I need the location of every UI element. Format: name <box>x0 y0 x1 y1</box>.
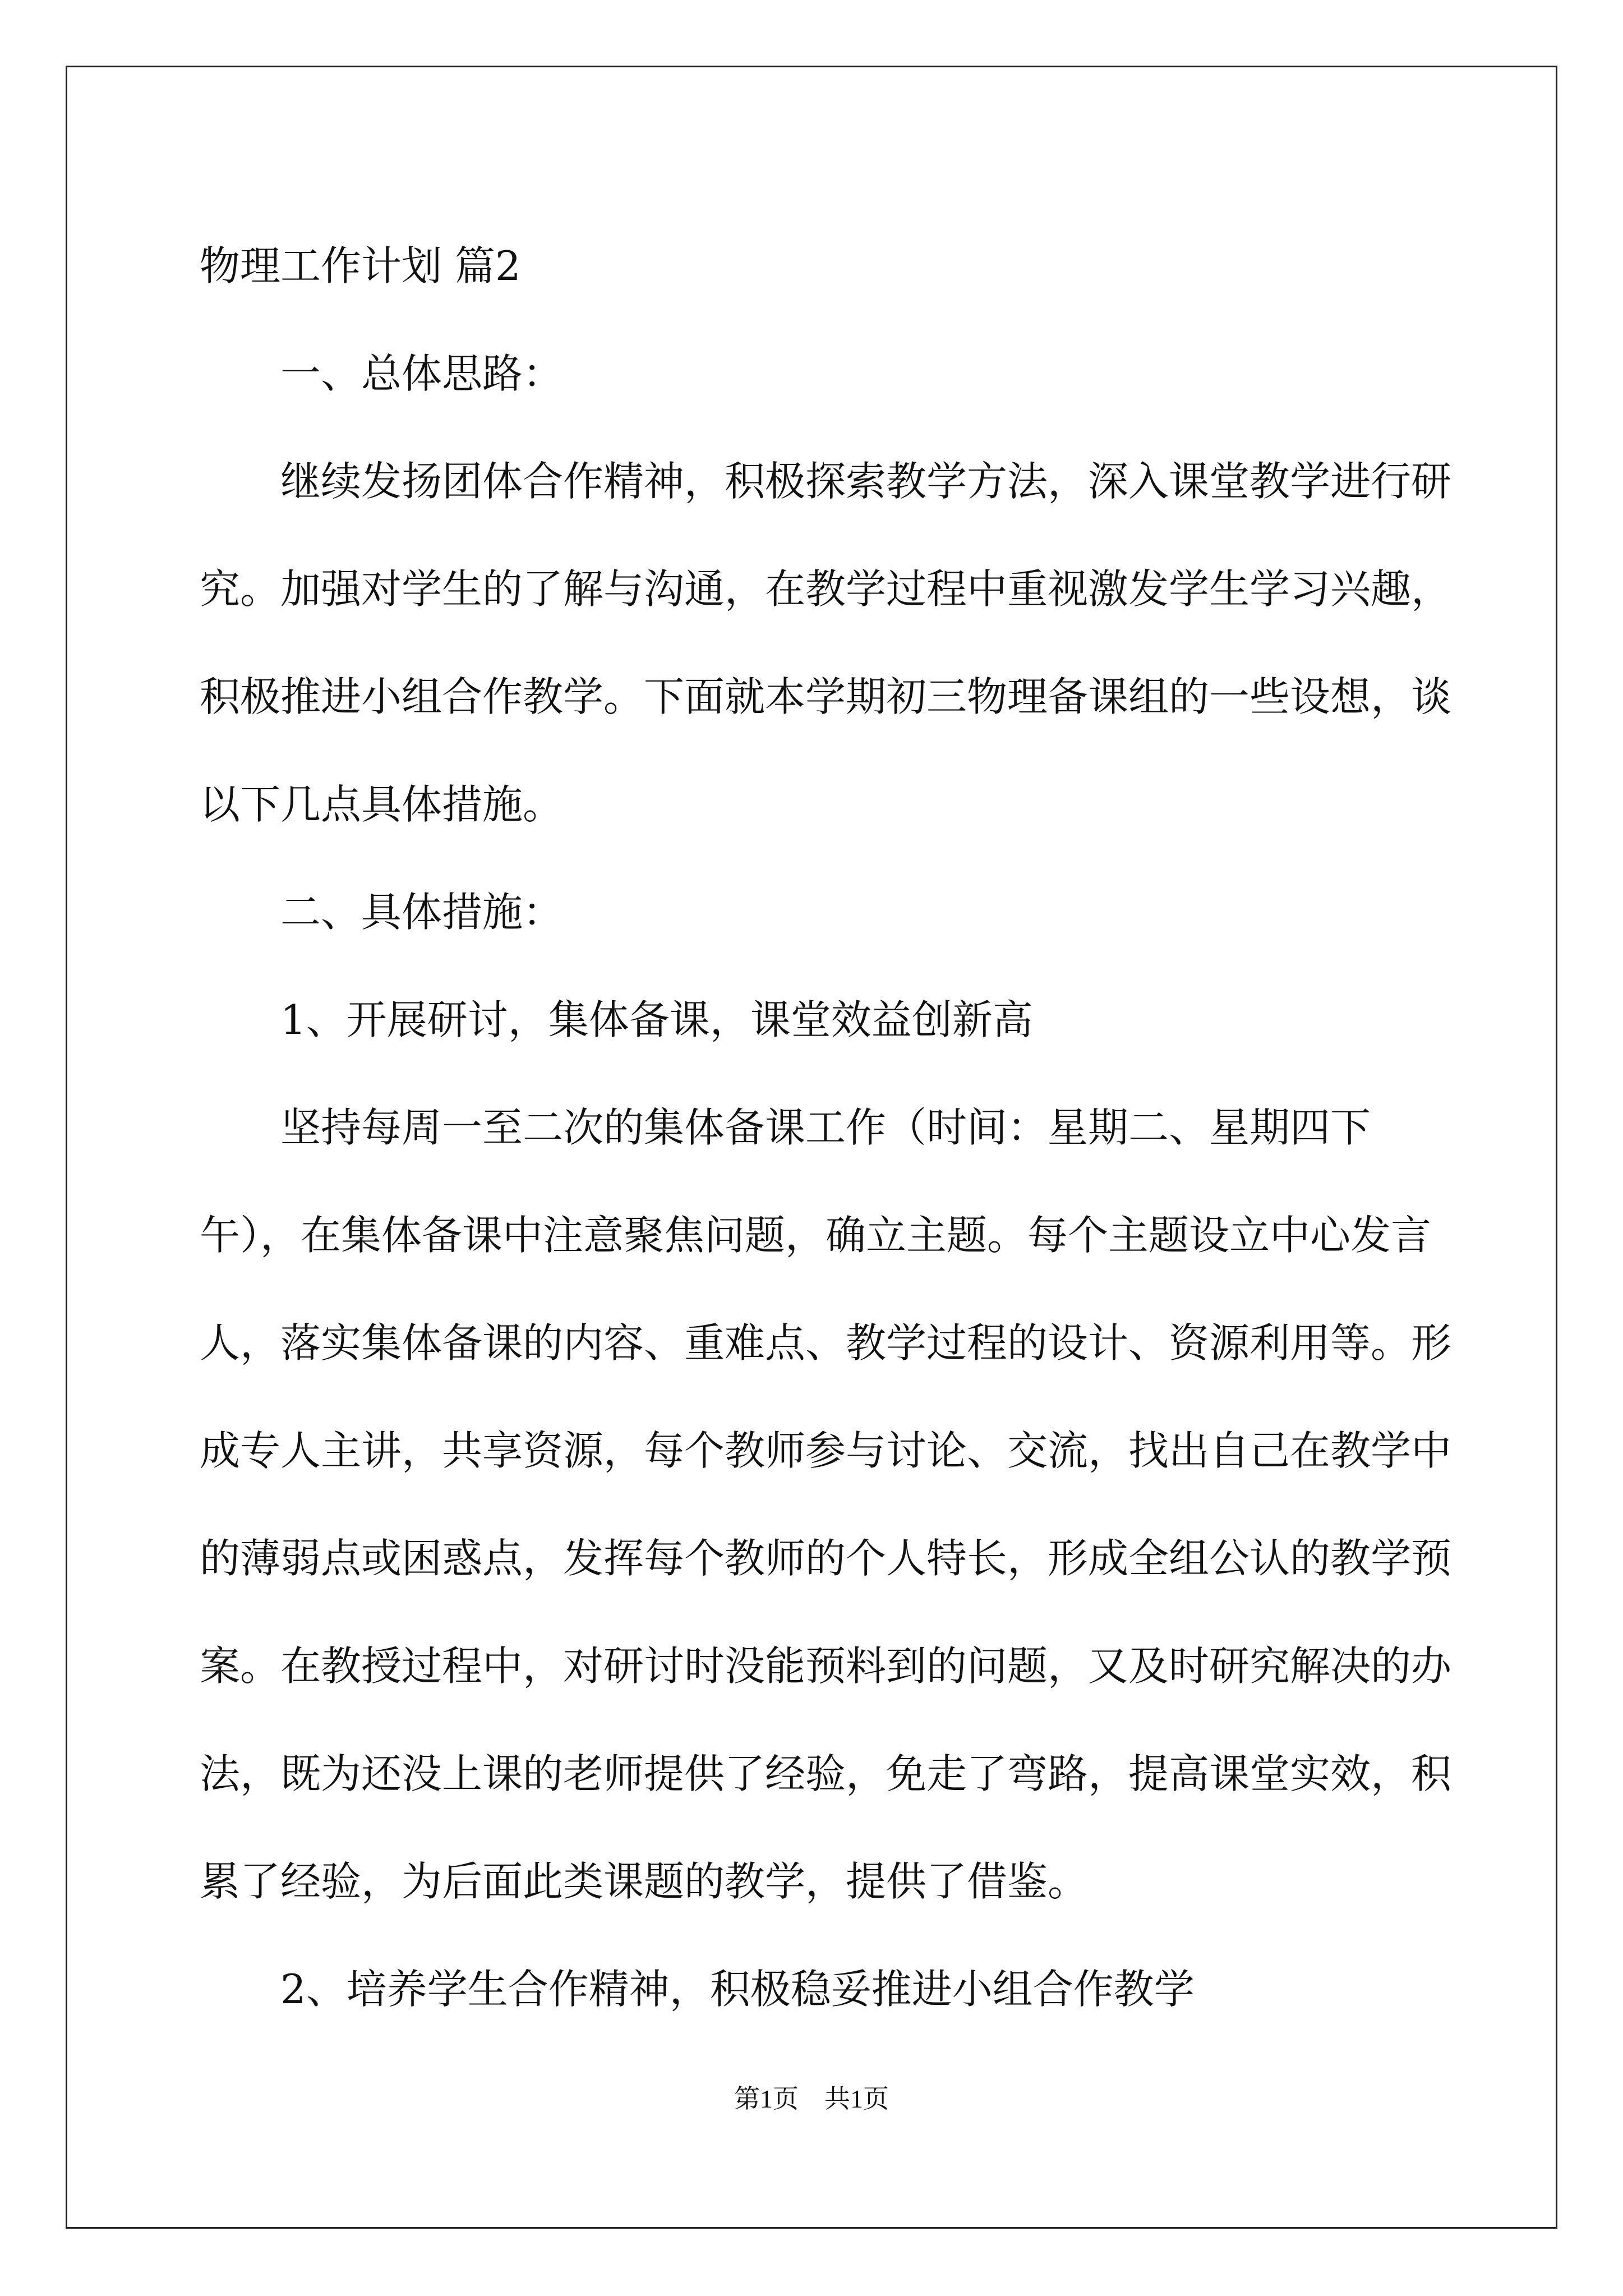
document-title: 物理工作计划 篇2 <box>200 242 521 289</box>
page-number: 第1页 共1页 <box>734 2085 889 2113</box>
subheading-measure-1: 1、开展研讨，集体备课，课堂效益创新高 <box>280 996 1033 1043</box>
section-heading-measures: 二、具体措施： <box>280 889 564 936</box>
paragraph-measure-1: 坚持每周一至二次的集体备课工作（时间：星期二、星期四下午），在集体备课中注意聚焦问题，确立主题。每个主题设立中心发言人，落实集体备课的内容、重难点、教学过程的设计、资源利用等。形成专人主讲，共享资源，每个教师参与讨论、交流，找出自己在教学中的薄弱点或困惑点，发挥每个教师的个人特长，形成全组公认的教学预案。在教授过程中，对研讨时没能预料到的问题，又及时研究解决的办法，既为还没上课的老师提供了经验，免走了弯路，提高课堂实效，积累了经验，为后面此类课题的教学，提供了借鉴。 <box>200 1104 1452 1905</box>
section-heading-overall: 一、总体思路： <box>280 350 564 397</box>
paragraph-overall-ideas: 继续发扬团体合作精神，积极探索教学方法，深入课堂教学进行研究。加强对学生的了解与沟通，在教学过程中重视激发学生学习兴趣，积极推进小组合作教学。下面就本学期初三物理备课组的一些设想，谈以下几点具体措施。 <box>200 458 1452 828</box>
document-body <box>200 212 1456 2043</box>
subheading-measure-2: 2、培养学生合作精神，积极稳妥推进小组合作教学 <box>280 1966 1195 2013</box>
